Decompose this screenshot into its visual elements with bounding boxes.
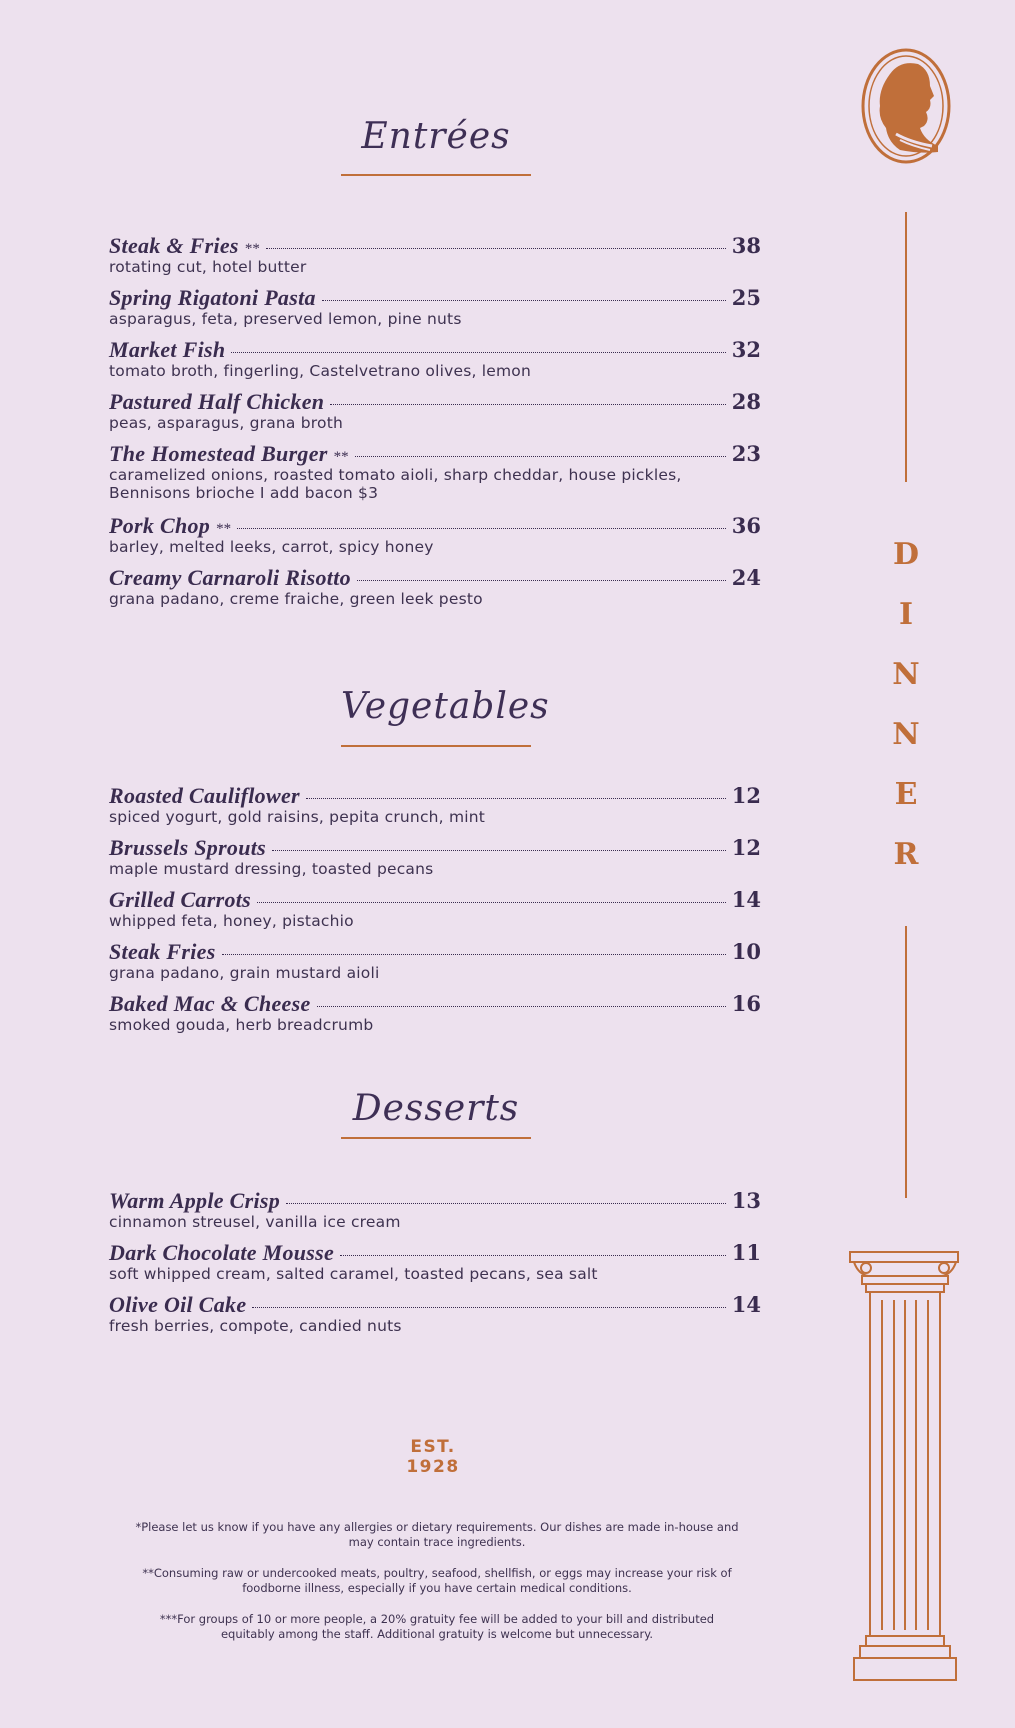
side-letter: N (892, 717, 920, 752)
item-name: Spring Rigatoni Pasta (109, 285, 316, 310)
item-price: 24 (731, 565, 761, 590)
item-name: Warm Apple Crisp (109, 1188, 281, 1213)
item-price: 16 (731, 991, 761, 1016)
dot-leader (340, 1255, 726, 1256)
side-letter: R (893, 837, 919, 872)
item-name: Olive Oil Cake (109, 1292, 247, 1317)
menu-item (109, 991, 761, 1035)
silhouette-portrait-icon (860, 46, 952, 166)
item-name: Steak & Fries (109, 233, 239, 258)
menu-item (109, 441, 761, 503)
item-price: 28 (731, 389, 761, 414)
dot-leader (306, 798, 726, 799)
side-rule-bottom (905, 926, 907, 1198)
item-description: asparagus, feta, preserved lemon, pine nuts (109, 310, 462, 328)
footnote-line: *Please let us know if you have any allergies or dietary requirements. Our dishes are made in-house and (135, 1520, 739, 1534)
menu-item (109, 835, 761, 879)
dot-leader (231, 352, 725, 353)
dot-leader (266, 248, 726, 249)
item-name: Grilled Carrots (109, 887, 252, 912)
item-mark: ** (216, 521, 232, 537)
item-mark: ** (333, 449, 349, 465)
item-description: caramelized onions, roasted tomato aioli, sharp cheddar, house pickles, (109, 466, 682, 484)
item-description: grana padano, grain mustard aioli (109, 964, 380, 982)
item-price: 32 (731, 337, 761, 362)
footnote-gratuity (112, 1612, 762, 1642)
item-price: 25 (731, 285, 761, 310)
greek-column-icon (848, 1250, 962, 1686)
section-rule (341, 1137, 531, 1139)
item-description: whipped feta, honey, pistachio (109, 912, 354, 930)
menu-item (109, 887, 761, 931)
menu-item (109, 565, 761, 609)
dot-leader (355, 456, 726, 457)
item-description: barley, melted leeks, carrot, spicy honey (109, 538, 434, 556)
footnote-raw-food (112, 1566, 762, 1596)
dot-leader (286, 1203, 726, 1204)
item-description: Bennisons brioche I add bacon $3 (109, 484, 379, 502)
item-description: spiced yogurt, gold raisins, pepita crunch, mint (109, 808, 486, 826)
menu-item (109, 1188, 761, 1232)
section-title-vegetables: Vegetables (341, 686, 550, 727)
item-price: 12 (731, 835, 761, 860)
side-letter: I (898, 597, 914, 632)
item-price: 11 (731, 1240, 761, 1265)
dot-leader (330, 404, 725, 405)
section-title-entrees: Entrées (361, 116, 511, 157)
menu-item (109, 389, 761, 433)
item-price: 23 (731, 441, 761, 466)
item-description: peas, asparagus, grana broth (109, 414, 343, 432)
item-price: 10 (731, 939, 761, 964)
menu-item (109, 233, 761, 277)
dot-leader (317, 1006, 726, 1007)
menu-item (109, 337, 761, 381)
item-description: cinnamon streusel, vanilla ice cream (109, 1213, 401, 1231)
item-price: 36 (731, 513, 761, 538)
section-rule (341, 174, 531, 176)
footnote-line: may contain trace ingredients. (348, 1535, 526, 1549)
item-name: Baked Mac & Cheese (109, 991, 311, 1016)
side-letter: E (894, 777, 918, 812)
menu-item (109, 783, 761, 827)
item-name: Brussels Sprouts (109, 835, 267, 860)
footnote-line: equitably among the staff. Additional gratuity is welcome but unnecessary. (220, 1627, 654, 1641)
item-description: smoked gouda, herb breadcrumb (109, 1016, 374, 1034)
dot-leader (272, 850, 726, 851)
item-name: The Homestead Burger (109, 441, 328, 466)
item-name: Pastured Half Chicken (109, 389, 325, 414)
item-description: soft whipped cream, salted caramel, toasted pecans, sea salt (109, 1265, 598, 1283)
item-name: Roasted Cauliflower (109, 783, 300, 808)
side-letter: D (892, 537, 919, 572)
item-price: 13 (731, 1188, 761, 1213)
item-mark: ** (244, 241, 260, 257)
menu-item (109, 1240, 761, 1284)
menu-item (109, 513, 761, 557)
item-description: grana padano, creme fraiche, green leek pesto (109, 590, 483, 608)
section-rule (341, 745, 531, 747)
item-description: fresh berries, compote, candied nuts (109, 1317, 402, 1335)
footnotes (112, 1520, 762, 1658)
dot-leader (322, 300, 726, 301)
section-title-desserts: Desserts (352, 1088, 520, 1129)
footnote-line: foodborne illness, especially if you have certain medical conditions. (242, 1581, 632, 1595)
dot-leader (357, 580, 726, 581)
side-letter: N (892, 657, 920, 692)
item-price: 38 (731, 233, 761, 258)
menu-item (109, 285, 761, 329)
item-name: Pork Chop (109, 513, 211, 538)
item-name: Creamy Carnaroli Risotto (109, 565, 351, 590)
dot-leader (237, 528, 726, 529)
item-name: Steak Fries (109, 939, 216, 964)
item-description: tomato broth, fingerling, Castelvetrano olives, lemon (109, 362, 532, 380)
item-price: 12 (731, 783, 761, 808)
item-price: 14 (731, 1292, 761, 1317)
dot-leader (257, 902, 726, 903)
side-rule-top (905, 212, 907, 482)
menu-item (109, 939, 761, 983)
menu-item (109, 1292, 761, 1336)
dot-leader (222, 954, 726, 955)
established-year: EST. 1928 (406, 1437, 460, 1477)
item-name: Dark Chocolate Mousse (109, 1240, 335, 1265)
item-name: Market Fish (109, 337, 226, 362)
item-price: 14 (731, 887, 761, 912)
footnote-line: **Consuming raw or undercooked meats, poultry, seafood, shellfish, or eggs may increase your risk of (142, 1566, 732, 1580)
item-description: rotating cut, hotel butter (109, 258, 307, 276)
footnote-line: ***For groups of 10 or more people, a 20% gratuity fee will be added to your bill and distributed (159, 1612, 715, 1626)
item-description: maple mustard dressing, toasted pecans (109, 860, 434, 878)
dot-leader (252, 1307, 725, 1308)
footnote-allergies (112, 1520, 762, 1550)
